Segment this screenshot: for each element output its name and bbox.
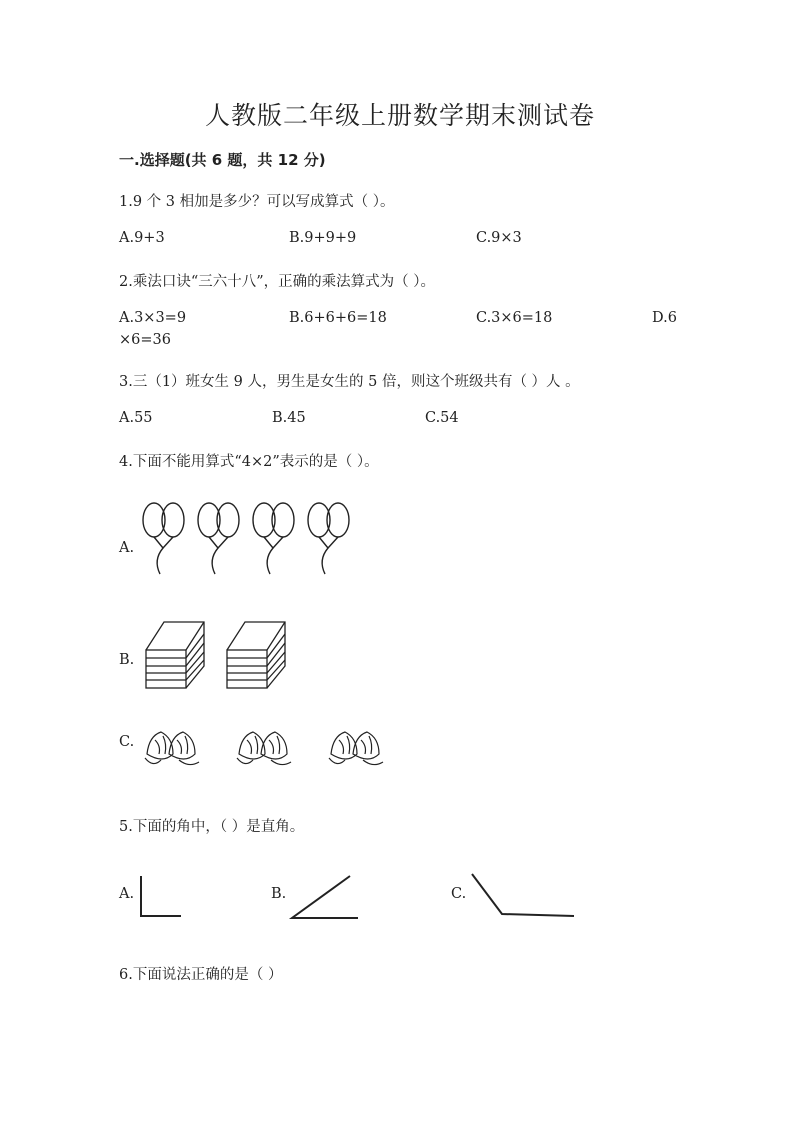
q5-option-a[interactable]: A. [119,886,135,902]
q3-option-b[interactable]: B.45 [272,410,306,426]
question-4: 4.下面不能用算式“4×2”表示的是（ ）。 [119,454,379,470]
page-title: 人教版二年级上册数学期末测试卷 [204,101,595,130]
obtuse-angle-figure [468,870,578,920]
right-angle-figure [136,870,186,922]
q2-option-a[interactable]: A.3×3=9 [119,310,187,326]
q3-option-a[interactable]: A.55 [119,410,153,426]
question-6: 6.下面说法正确的是（ ） [119,967,283,983]
q5-option-c[interactable]: C. [451,886,467,902]
q2-option-d-continued: ×6=36 [119,332,171,348]
q4-option-a-label[interactable]: A. [119,540,135,556]
q2-option-b[interactable]: B.6+6+6=18 [289,310,387,326]
question-1: 1.9 个 3 相加是多少？可以写成算式（ ）。 [119,194,395,210]
q5-option-b[interactable]: B. [271,886,287,902]
peaches-illustration [143,728,393,773]
acute-angle-figure [288,872,360,922]
q4-option-b-label[interactable]: B. [119,652,135,668]
stacked-books-illustration [142,616,292,691]
question-5: 5.下面的角中，（ ）是直角。 [119,819,305,835]
q3-option-c[interactable]: C.54 [425,410,459,426]
q2-option-d[interactable]: D.6 [652,310,677,326]
question-2: 2.乘法口诀“三六十八”，正确的乘法算式为（ ）。 [119,274,436,290]
section-heading: 一.选择题(共 6 题，共 12 分) [119,151,326,169]
q1-option-c[interactable]: C.9×3 [476,230,522,246]
q4-option-c-label[interactable]: C. [119,734,135,750]
question-3: 3.三（1）班女生 9 人，男生是女生的 5 倍，则这个班级共有（ ）人 。 [119,374,580,390]
q2-option-c[interactable]: C.3×6=18 [476,310,553,326]
q1-option-b[interactable]: B.9+9+9 [289,230,357,246]
balloons-illustration [136,498,361,578]
q1-option-a[interactable]: A.9+3 [119,230,165,246]
